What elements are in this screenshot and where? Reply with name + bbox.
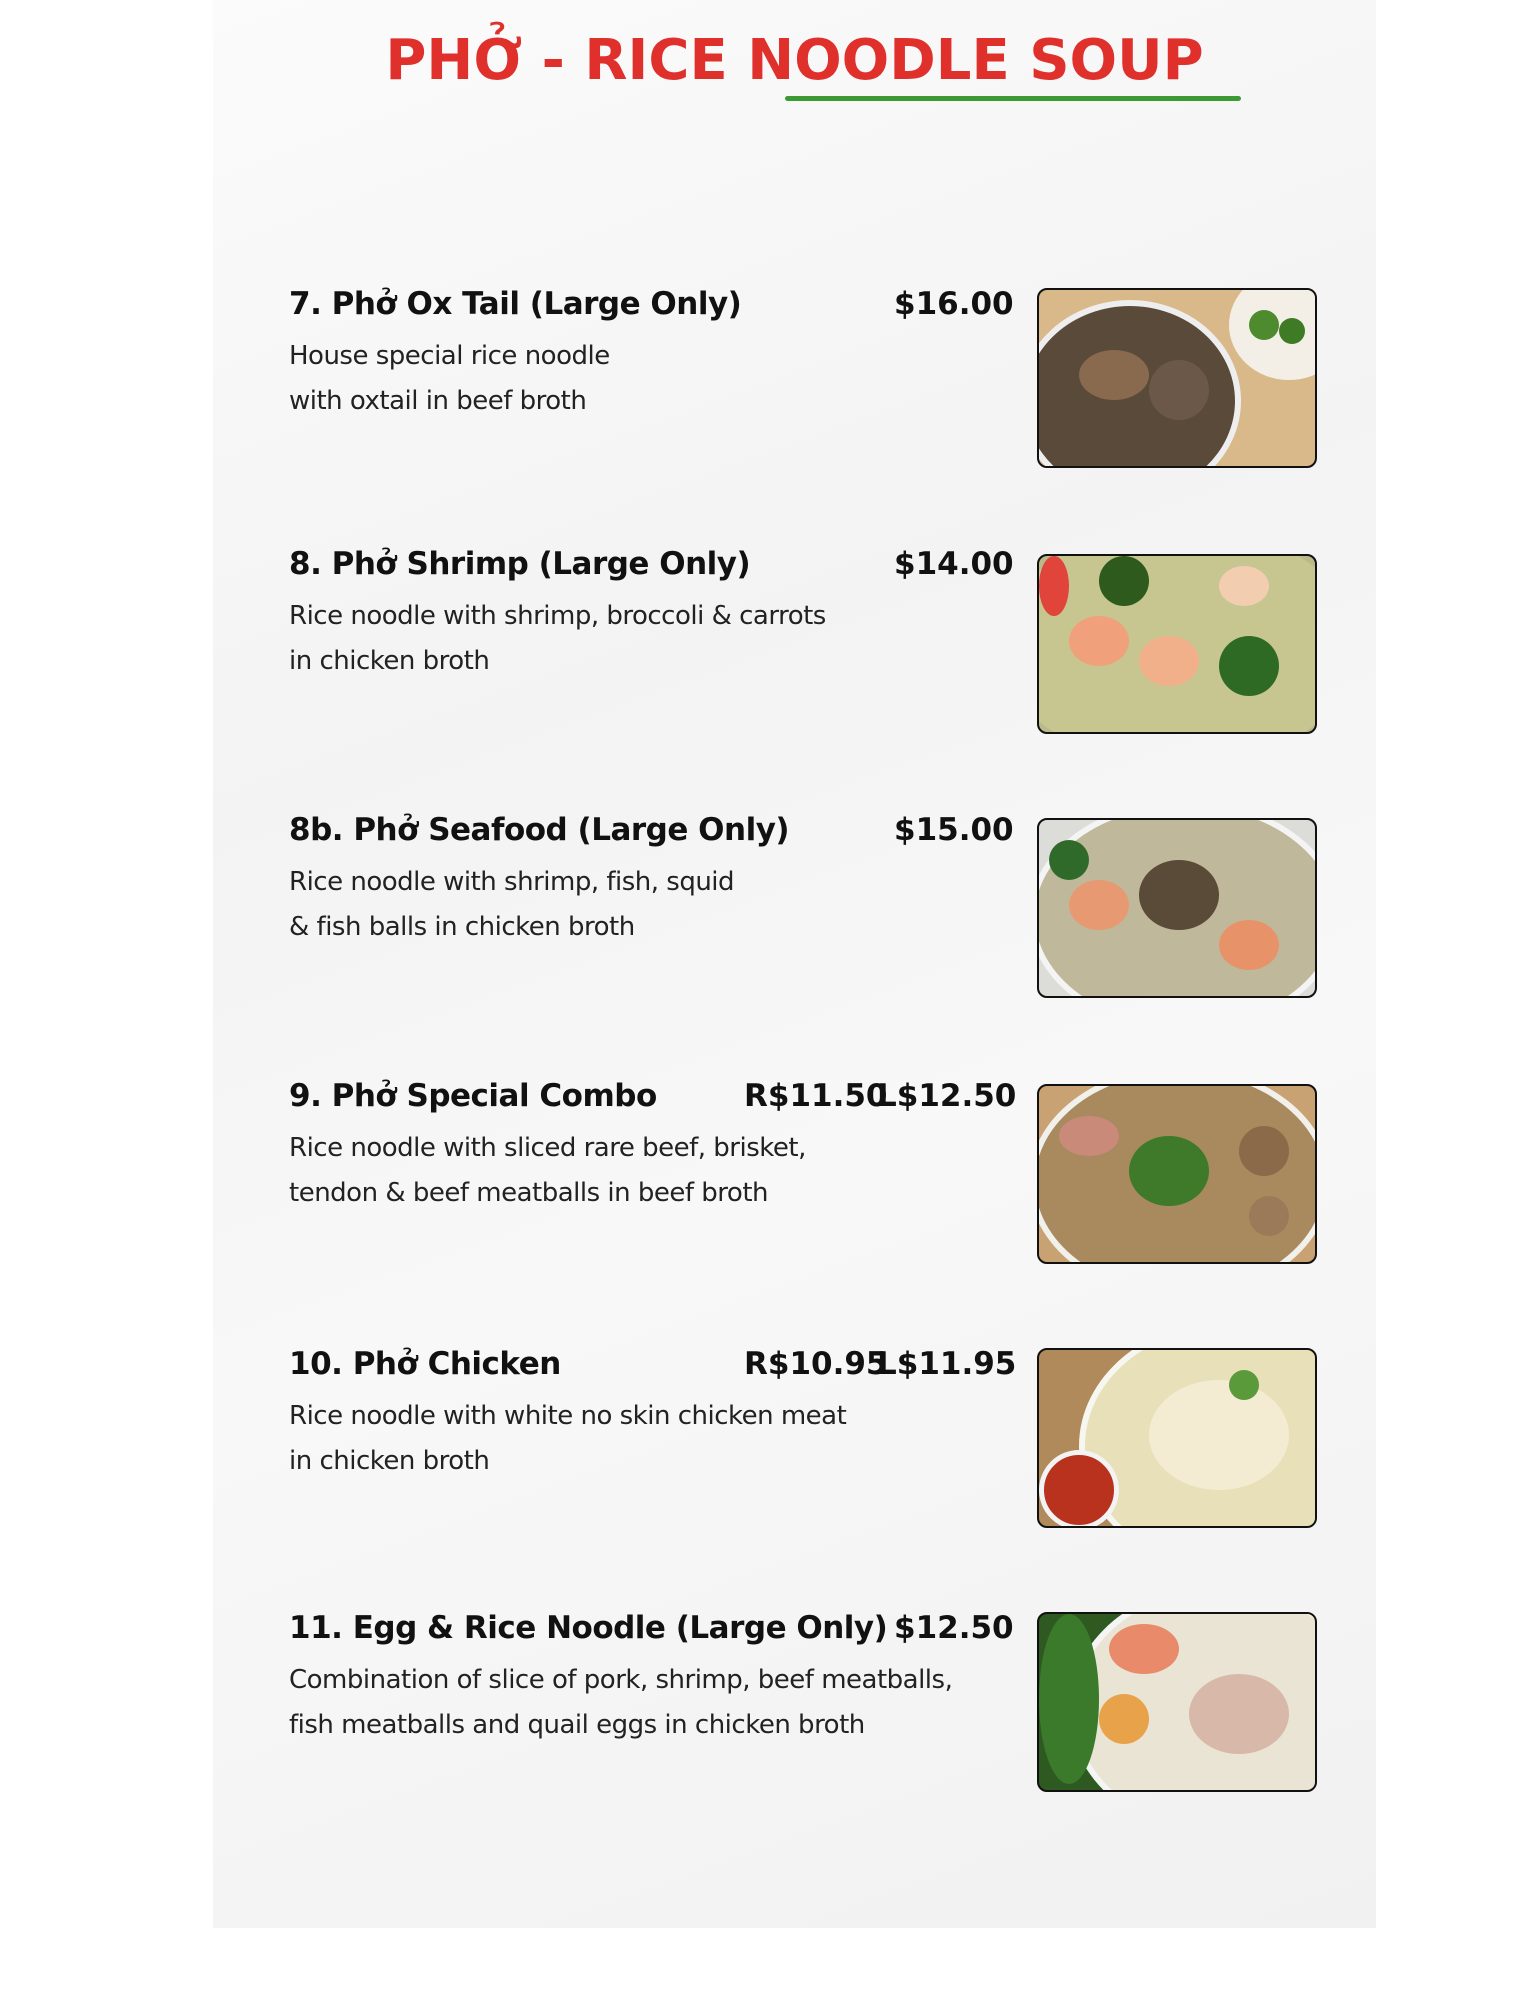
item-name: 8. Phở Shrimp (Large Only) (289, 546, 751, 582)
shrimp-pho-photo (1037, 554, 1317, 734)
item-price: $14.00 (894, 546, 1014, 582)
item-description-line: Rice noodle with shrimp, fish, squid (289, 867, 735, 897)
special-combo-pho-photo (1037, 1084, 1317, 1264)
item-description-line: & fish balls in chicken broth (289, 912, 635, 942)
item-name: 11. Egg & Rice Noodle (Large Only) (289, 1610, 888, 1646)
item-description-line: fish meatballs and quail eggs in chicken broth (289, 1710, 865, 1740)
item-price: $12.50 (894, 1610, 1014, 1646)
item-price-regular: R$10.95 (744, 1346, 888, 1382)
item-description-line: in chicken broth (289, 646, 490, 676)
item-price-large: L$12.50 (877, 1078, 1017, 1114)
item-description-line: Rice noodle with sliced rare beef, brisket, (289, 1133, 806, 1163)
item-price: $15.00 (894, 812, 1014, 848)
item-description (289, 334, 610, 424)
item-name: 8b. Phở Seafood (Large Only) (289, 812, 790, 848)
item-description (289, 1394, 846, 1484)
page-title: PHỞ - RICE NOODLE SOUP (385, 28, 1204, 93)
item-description (289, 1126, 806, 1216)
item-price-regular: R$11.50 (744, 1078, 888, 1114)
egg-rice-noodle-photo (1037, 1612, 1317, 1792)
ox-tail-pho-photo (1037, 288, 1317, 468)
item-description (289, 1658, 952, 1748)
seafood-pho-photo (1037, 818, 1317, 998)
item-description-line: Rice noodle with white no skin chicken meat (289, 1401, 847, 1431)
item-description-line: Rice noodle with shrimp, broccoli & carrots (289, 601, 826, 631)
chicken-pho-photo (1037, 1348, 1317, 1528)
item-name: 7. Phở Ox Tail (Large Only) (289, 286, 742, 322)
item-description-line: tendon & beef meatballs in beef broth (289, 1178, 769, 1208)
item-description-line: Combination of slice of pork, shrimp, beef meatballs, (289, 1665, 953, 1695)
item-description (289, 594, 826, 684)
item-description-line: in chicken broth (289, 1446, 490, 1476)
item-description-line: with oxtail in beef broth (289, 386, 587, 416)
item-name: 9. Phở Special Combo (289, 1078, 657, 1114)
item-description (289, 860, 734, 950)
item-description-line: House special rice noodle (289, 341, 610, 371)
title-underline (785, 96, 1241, 101)
item-name: 10. Phở Chicken (289, 1346, 561, 1382)
item-price: $16.00 (894, 286, 1014, 322)
item-price-large: L$11.95 (877, 1346, 1017, 1382)
